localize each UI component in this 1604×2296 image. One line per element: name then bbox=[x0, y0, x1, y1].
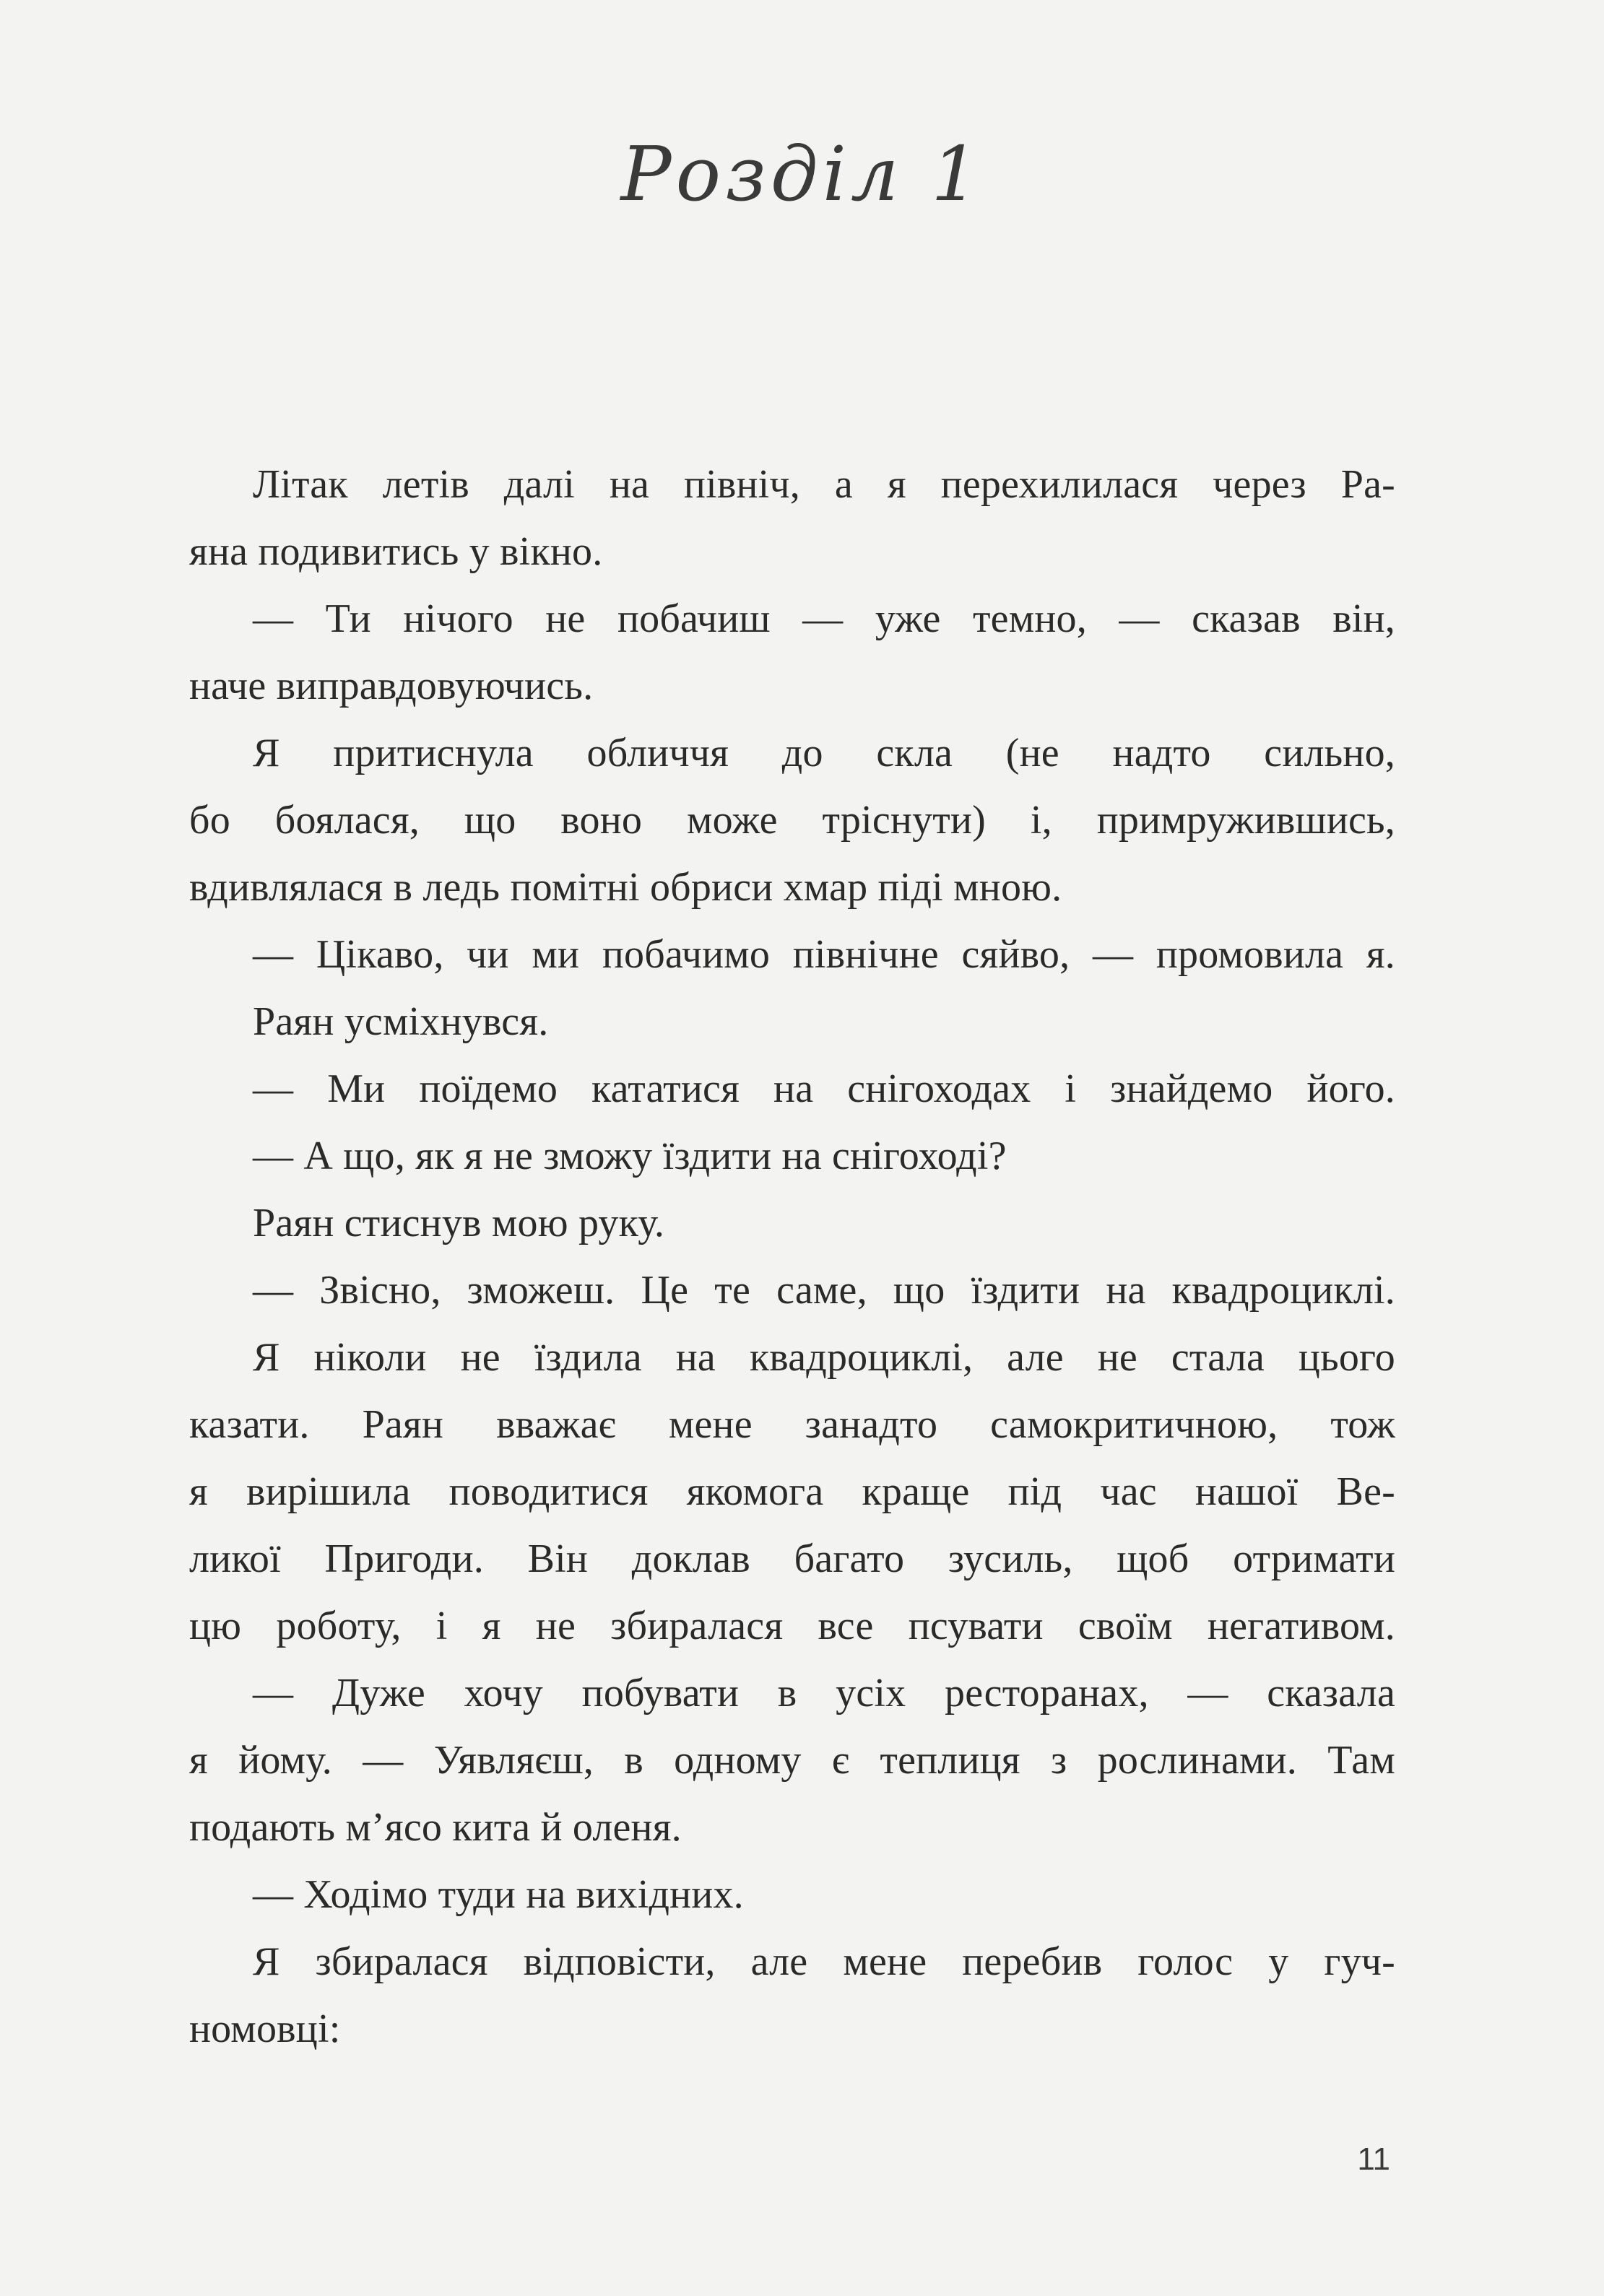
text-line: подають м’ясо кита й оленя. bbox=[189, 1805, 682, 1850]
text-line: казати. Раян вважає мене занадто самокритичною, тож bbox=[189, 1402, 1395, 1447]
text-line: вдивлялася в ледь помітні обриси хмар піді мною. bbox=[189, 865, 1062, 910]
text-line: цю роботу, і я не збиралася все псувати своїм негативом. bbox=[189, 1604, 1395, 1648]
text-line: — Ходімо туди на вихідних. bbox=[253, 1872, 744, 1917]
text-line: Я ніколи не їздила на квадроциклі, але не стала цього bbox=[253, 1335, 1395, 1380]
page-number: 11 bbox=[1357, 2141, 1390, 2177]
text-line: я йому. — Уявляєш, в одному є теплиця з рослинами. Там bbox=[189, 1738, 1395, 1783]
text-line: Я збиралася відповісти, але мене перебив голос у гуч- bbox=[253, 1939, 1395, 1984]
text-line: — Ти нічого не побачиш — уже темно, — сказав він, bbox=[253, 596, 1395, 641]
text-line: номовці: bbox=[189, 2006, 341, 2051]
text-line: наче виправдовуючись. bbox=[189, 664, 594, 708]
text-line: — А що, як я не зможу їздити на снігоході? bbox=[253, 1134, 1007, 1178]
text-line: Я притиснула обличчя до скла (не надто сильно, bbox=[253, 731, 1395, 775]
text-line: ликої Пригоди. Він доклав багато зусиль, щоб отримати bbox=[189, 1536, 1395, 1581]
text-line: Раян стиснув мою руку. bbox=[253, 1201, 665, 1245]
text-line: — Цікаво, чи ми побачимо північне сяйво, — промовила я. bbox=[253, 932, 1395, 977]
text-line: Раян усміхнувся. bbox=[253, 999, 549, 1044]
text-line: Літак летів далі на північ, а я перехилилася через Ра- bbox=[253, 462, 1395, 507]
text-line: яна подивитись у вікно. bbox=[189, 529, 603, 574]
body-text bbox=[189, 451, 1395, 2063]
text-line: — Звісно, зможеш. Це те саме, що їздити на квадроциклі. bbox=[253, 1268, 1395, 1313]
text-line: — Дуже хочу побувати в усіх ресторанах, — сказала bbox=[253, 1671, 1395, 1716]
text-line: я вирішила поводитися якомога краще під час нашої Ве- bbox=[189, 1469, 1395, 1514]
text-line: — Ми поїдемо кататися на снігоходах і знайдемо його. bbox=[253, 1066, 1395, 1111]
chapter-title: Розділ 1 bbox=[620, 130, 984, 218]
text-line: бо боялася, що воно може тріснути) і, примружившись, bbox=[189, 798, 1395, 843]
